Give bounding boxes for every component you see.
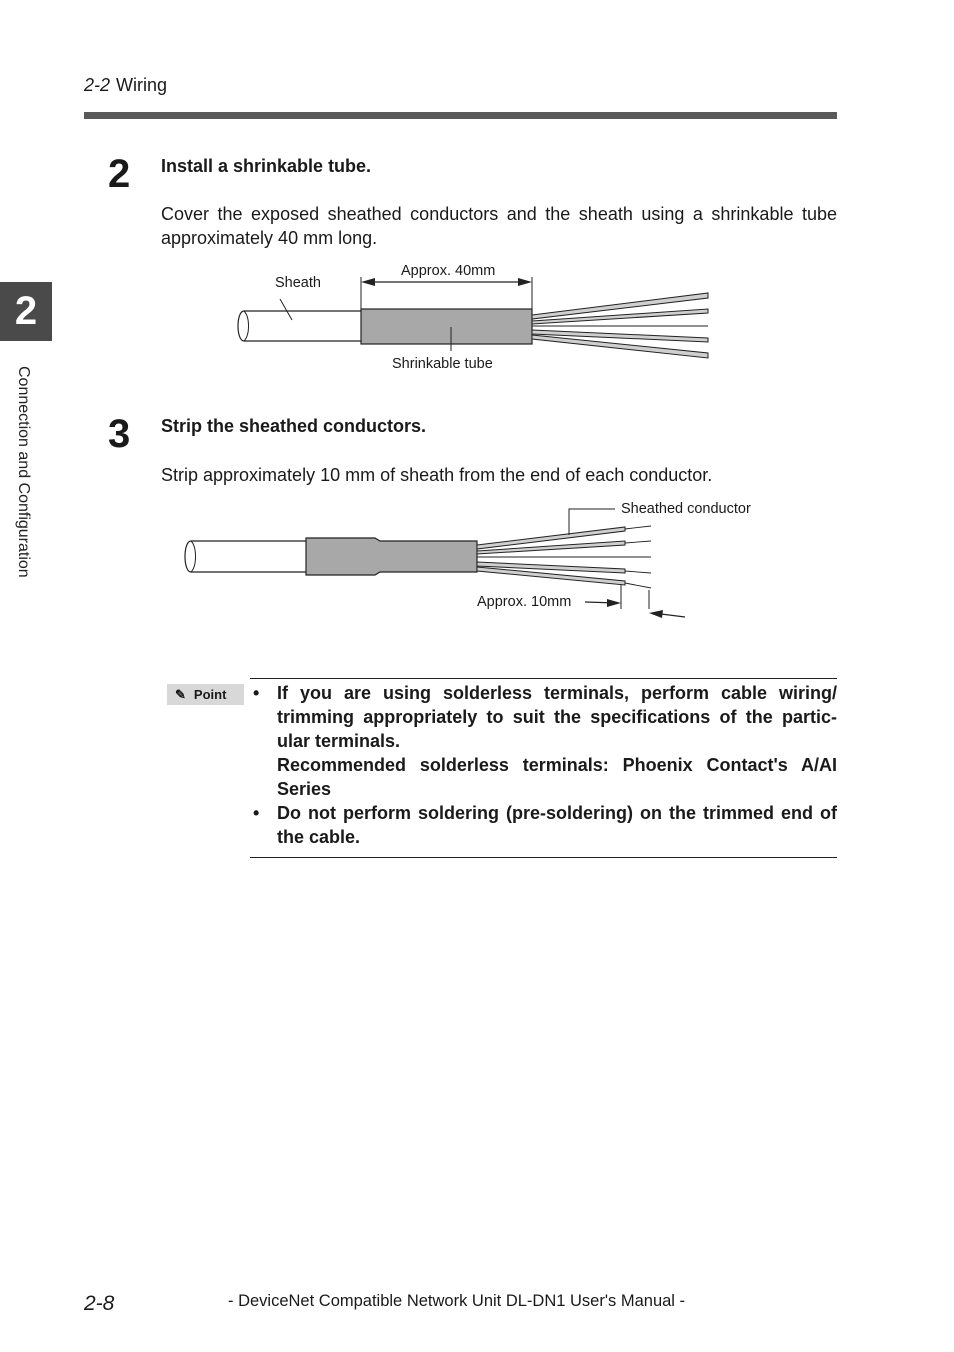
- section-number: 2-2: [84, 75, 111, 95]
- dim-arrow-left: [361, 278, 375, 286]
- length-label: Approx. 40mm: [401, 263, 496, 279]
- shrinkable-tube: [361, 309, 532, 344]
- list-item: [253, 801, 837, 849]
- point-list: [253, 681, 837, 849]
- conductors: [477, 527, 651, 585]
- bullet-extra: Recommended solderless terminals: Phoenix Contact's A/AI Series: [277, 755, 837, 799]
- step-body: Cover the exposed sheathed conductors and the sheath using a shrinkable tube approximately 40 mm long.: [161, 204, 837, 248]
- sheath-label: Sheath: [275, 275, 321, 291]
- step-title: Install a shrinkable tube.: [161, 156, 372, 176]
- length-label: Approx. 10mm: [477, 594, 572, 610]
- conductors: [532, 293, 708, 358]
- shrunk-tube: [306, 538, 477, 575]
- pencil-icon: ✎: [175, 686, 186, 702]
- bullet-text: If you are using solderless terminals, perform cable wiring/ trimming appropriately to suit the specifications of the partic- ular terminals.: [277, 683, 837, 751]
- step-number: 3: [108, 412, 131, 456]
- note-top-rule: [250, 678, 837, 679]
- dim-arrow-right: [518, 278, 532, 286]
- point-label: Point: [193, 687, 227, 702]
- conductor-label: Sheathed conductor: [621, 501, 751, 517]
- dim-arrow-right: [649, 610, 663, 618]
- strip-conductors-diagram: [175, 495, 775, 625]
- shrinkable-tube-diagram: [230, 255, 730, 380]
- bullet-text: Do not perform soldering (pre-soldering) on the trimmed end of the cable.: [277, 803, 837, 847]
- chapter-tab: 2: [0, 282, 52, 341]
- step-number: 2: [108, 152, 131, 196]
- list-item: [253, 681, 837, 801]
- cable-sheath: [238, 311, 362, 341]
- note-bottom-rule: [250, 857, 837, 858]
- step-title: Strip the sheathed conductors.: [161, 416, 427, 436]
- step-body: Strip approximately 10 mm of sheath from the end of each conductor.: [161, 465, 713, 485]
- tube-label: Shrinkable tube: [392, 356, 493, 372]
- cable-sheath: [185, 541, 307, 572]
- manual-title: - DeviceNet Compatible Network Unit DL-DN1 User's Manual -: [228, 1292, 686, 1310]
- section-header: [84, 75, 167, 96]
- section-title: Wiring: [116, 75, 168, 95]
- dim-arrow-left: [607, 599, 621, 607]
- chapter-side-label: Connection and Configuration: [15, 366, 32, 578]
- page-number: 2-8: [84, 1292, 115, 1315]
- point-badge: [167, 684, 244, 705]
- bullet-icon: •: [253, 803, 260, 823]
- bullet-icon: •: [253, 683, 260, 703]
- header-rule: [84, 112, 837, 119]
